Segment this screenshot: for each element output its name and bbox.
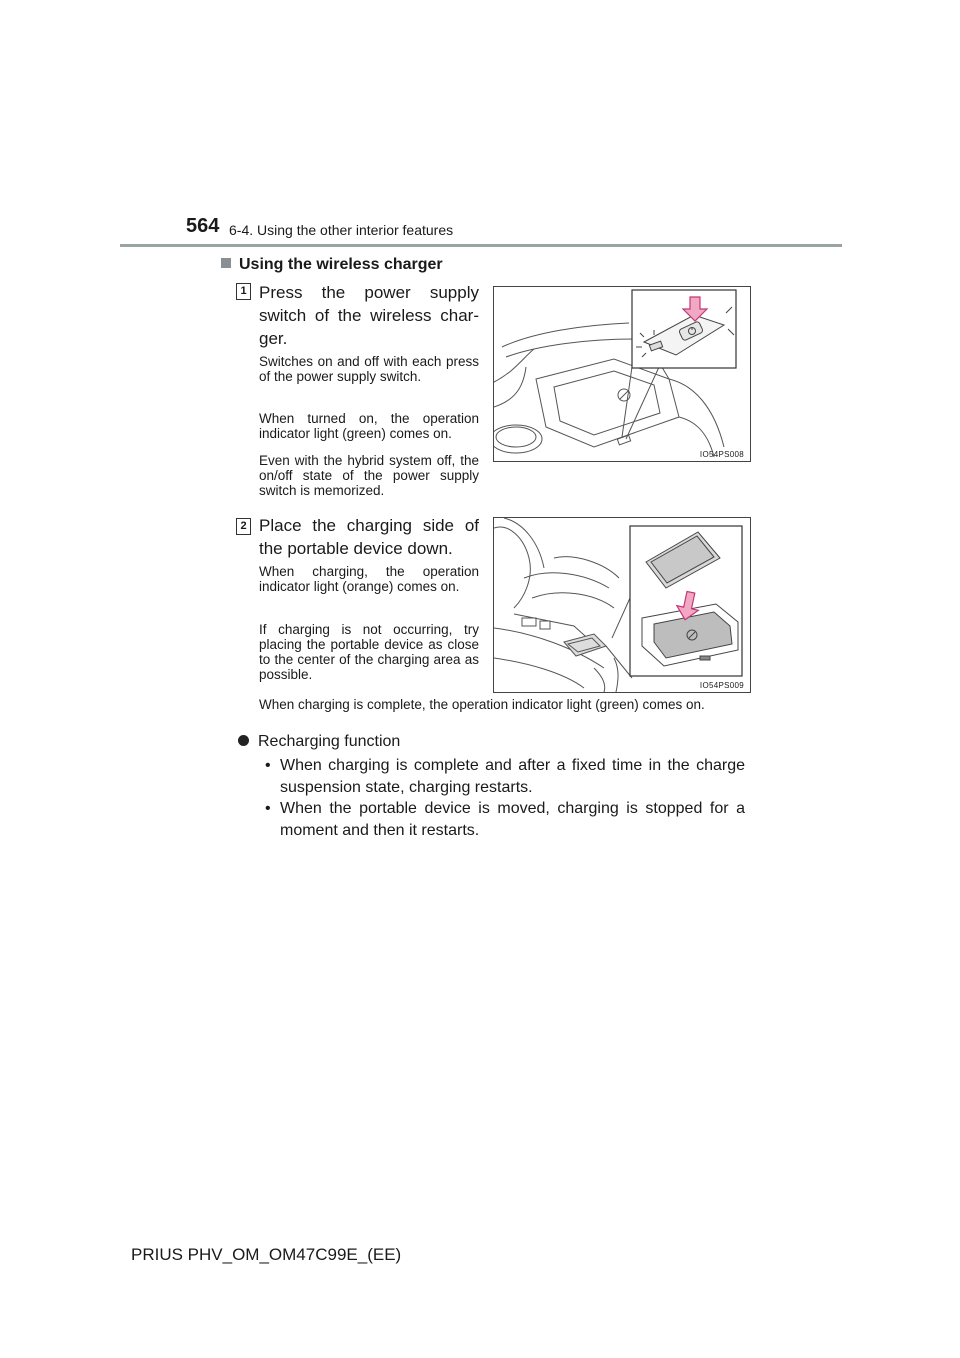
recharging-title: Recharging function <box>258 733 401 750</box>
power-switch-illustration <box>494 287 750 461</box>
step-2-number: 2 <box>236 518 251 535</box>
charging-tray-illustration <box>494 518 750 692</box>
figure-code: IO54PS008 <box>699 450 744 459</box>
step-1-note-1: Switches on and off with each press of the power supply switch. <box>259 354 479 384</box>
figure-code: IO54PS009 <box>699 681 744 690</box>
figure-power-switch <box>493 286 751 462</box>
section-heading-text: Using the wireless charger <box>239 256 443 273</box>
round-bullet-icon <box>238 735 249 746</box>
figure-portable-device <box>493 517 751 693</box>
step-1-note-3: Even with the hybrid system off, the on/off state of the power supply switch is memorized. <box>259 453 479 498</box>
recharging-item-text: When the portable device is moved, charging is stopped for a moment and then it restarts. <box>280 800 745 839</box>
document-id: PRIUS PHV_OM_OM47C99E_(EE) <box>131 1245 402 1264</box>
step-1-text: Press the power supply switch of the wireless char-ger. <box>259 283 479 348</box>
step-2-text: Place the charging side of the portable device down. <box>259 516 479 558</box>
recharging-heading <box>238 733 400 751</box>
page-number: 564 <box>186 215 220 237</box>
recharging-item-1 <box>265 755 745 799</box>
chapter-title: 6-4. Using the other interior features <box>229 222 454 238</box>
section-heading <box>221 256 443 274</box>
step-2-note-1: When charging, the operation indicator light (orange) comes on. <box>259 564 479 594</box>
recharging-item-text: When charging is complete and after a fixed time in the charge suspension state, charging restarts. <box>280 757 745 796</box>
step-1-note-2: When turned on, the operation indicator light (green) comes on. <box>259 411 479 441</box>
completion-note: When charging is complete, the operation indicator light (green) comes on. <box>259 697 705 712</box>
recharging-item-2 <box>265 798 745 842</box>
square-bullet-icon <box>221 258 231 268</box>
dot-bullet-icon: • <box>265 800 271 817</box>
step-1-number: 1 <box>236 283 251 300</box>
step-2-note-2: If charging is not occurring, try placing the portable device as close to the center of the charging area as possible. <box>259 622 479 682</box>
dot-bullet-icon: • <box>265 757 271 774</box>
header-divider <box>120 244 842 247</box>
